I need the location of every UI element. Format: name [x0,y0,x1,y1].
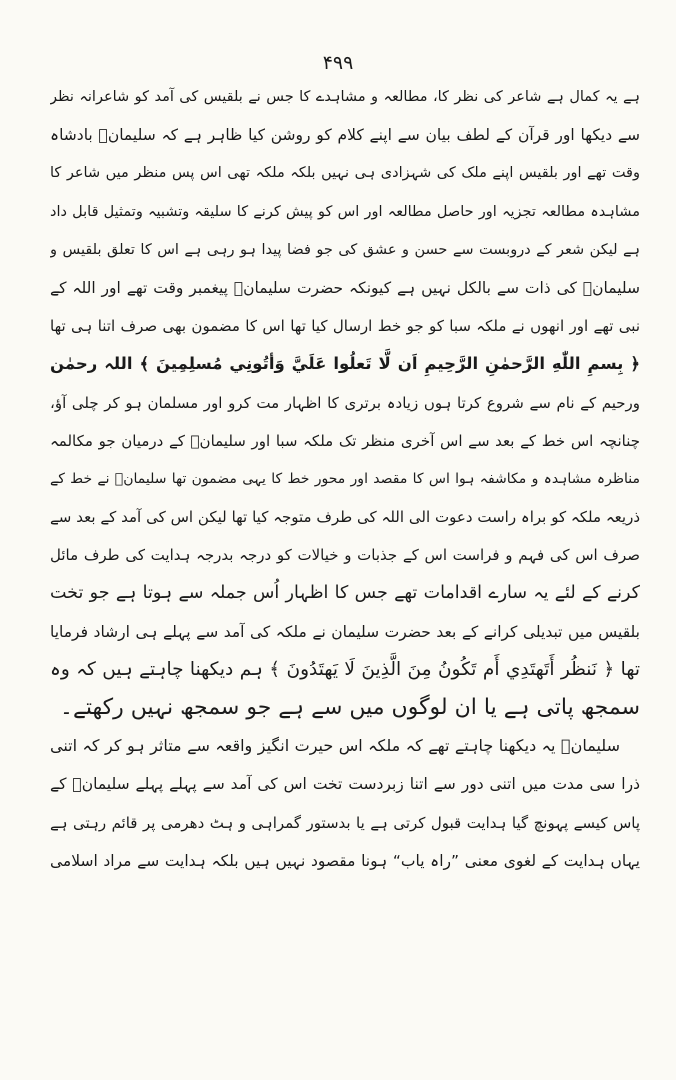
text-line-19: ذرا سی مدت میں اتنی دور سے اتنا زبردست تخت اس کی آمد سے پہلے پہلے سلیمانؑ کے [50,775,640,794]
text-line-14: کرنے کے لئے یہ سارے اقدامات تھے جس کا اظہار اُس جملہ سے ہوتا ہے جو تخت [50,583,640,604]
text-line-7: نبی تھے اور انھوں نے ملکہ سبا کو جو خط ارسال کیا تھا اس کا مضمون بھی صرف اتنا ہی تھا [50,317,640,336]
text-line-10: چنانچہ اس خط کے بعد سے اس آخری منظر تک ملکہ سبا اور سلیمانؑ کے درمیان جو مکالمہ [50,431,640,450]
text-line-20: پاس کیسے پہونچ گیا ہدایت قبول کرتی ہے یا بدستور گمراہی و ہٹ دھرمی پر قائم رہتی ہے [50,813,640,832]
text-line-4: مشاہدہ مطالعہ تجزیہ اور حاصل مطالعہ اور اس کو پیش کرنے کا سلیقہ وتشبیہ وتمثیل قابل داد [50,203,640,220]
page-number: ۴۹۹ [322,52,354,74]
text-line-15: بلقیس میں تبدیلی کرانے کے بعد حضرت سلیمان نے ملکہ کی آمد سے پہلے ہی ارشاد فرمایا [50,622,640,641]
text-line-17: سمجھ پاتی ہے یا ان لوگوں میں سے ہے جو سمجھ نہیں رکھتے۔ [60,695,640,720]
quranic-verse-line-1: ﴿ بِسمِ اللّٰهِ الرَّحمٰنِ الرَّحِيمِ اَن لَّا تَعلُوا عَلَيَّ وَأتُونِي مُسلِمِينَ ﴾ اللہ رحمٰن [50,354,640,374]
text-line-9: ورحیم کے نام سے شروع کرتا ہوں زیادہ برتری کا اظہار مت کرو اور مسلمان ہو کر چلی آؤ، [50,393,640,412]
paragraph-start-line: سلیمانؑ یہ دیکھنا چاہتے تھے کہ ملکہ اس حیرت انگیز واقعہ سے متاثر ہو کر کہ اتنی [50,736,620,756]
text-line-3: وقت تھے اور بلقیس اپنے ملک کی شہزادی ہی نہیں بلکہ ملکہ تھی اس پس منظر میں شاعر کا [50,165,640,182]
text-line-6: سلیمانؑ کی ذات سے بالکل نہیں ہے کیونکہ حضرت سلیمانؑ پیغمبر وقت تھے اور اللہ کے [50,278,640,297]
text-line-11: مناظرہ مشاہدہ و مکاشفہ ہوا اس کا مقصد اور محور خط کا یہی مضمون تھا سلیمانؑ نے خط کے [50,470,640,487]
text-line-1: ہے یہ کمال ہے شاعر کی نظر کا، مطالعہ و مشاہدے کا جس نے بلقیس کی آمد کو شاعرانہ نظر [50,89,640,105]
text-line-2: سے دیکھا اور قرآن کے لطف بیان سے اپنے کلام کو روشن کیا ظاہر ہے کہ سلیمانؑ بادشاہ [50,126,640,145]
text-line-21: یہاں ہدایت کے لغوی معنی ”راہ یاب“ ہونا مقصود نہیں ہیں بلکہ ہدایت سے مراد اسلامی [50,851,640,870]
body-text [50,78,640,880]
text-line-12: ذریعہ ملکہ کو براہ راست دعوت الی اللہ کی طرف متوجہ کیا تھا لیکن اس کی آمد کے بعد سے [50,508,640,527]
text-line-5: ہے لیکن شعر کے دروبست سے حسن و عشق کی جو فضا پیدا ہو رہی ہے اس کا تعلق بلقیس و [50,241,640,258]
text-line-13: صرف اس کی فہم و فراست اس کے جذبات و خیالات کو درجہ بدرجہ ہدایت کی طرف مائل [50,546,640,565]
quranic-verse-line-2: تھا ﴿ نَنظُر أَتَهتَدِي أَم تَكُونُ مِنَ الَّذِينَ لَا يَهتَدُونَ ﴾ ہم دیکھنا چاہتے ہیں کہ وہ [50,658,640,680]
